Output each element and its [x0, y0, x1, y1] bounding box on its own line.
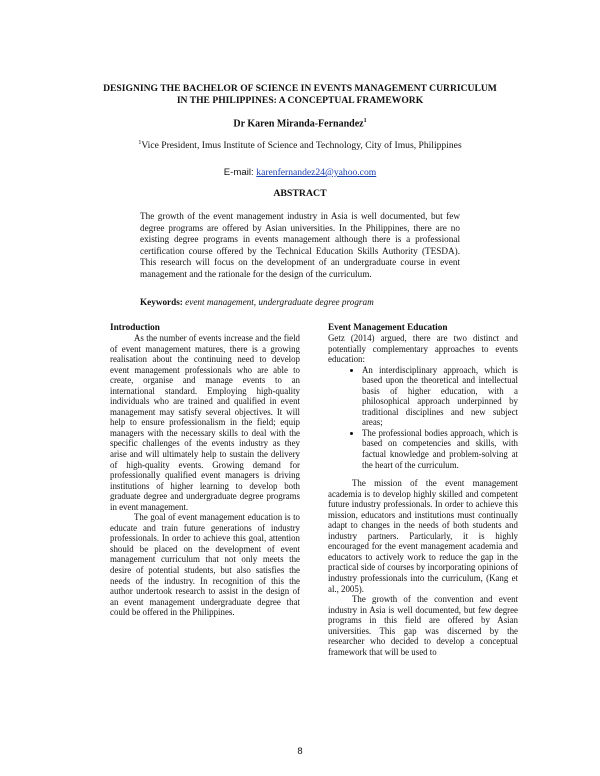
email-line: [0, 167, 600, 178]
education-heading: Event Management Education: [328, 322, 448, 332]
education-paragraph-1: The mission of the event management academia is to develop highly skilled and competent future industry professionals. In order to achieve this mission, educators and institutions must continually adapt to changes in the needs of both students and industry partners. Particularly, it is highly encouraged for the event management academia and educators to actively work to reduce the gap in the practical side of courses by incorporating opinions of industry professionals into the curriculum, (Kang et al., 2005).: [328, 478, 518, 594]
paper-title: [80, 83, 520, 107]
affiliation: [0, 140, 600, 151]
affiliation-text: Vice President, Imus Institute of Science and Technology, City of Imus, Philippines: [141, 140, 462, 152]
approach-list: [328, 365, 518, 470]
email-label: E-mail:: [223, 167, 257, 178]
keywords-label: Keywords:: [140, 297, 183, 307]
list-item: • The professional bodies approach, which is based on competencies and skills, with factual knowledge and problem-solving at the heart of the curriculum.: [362, 428, 518, 470]
right-column: [328, 322, 518, 657]
keywords-text: event management, undergraduate degree program: [182, 297, 374, 307]
author-name-text: Dr Karen Miranda-Fernandez: [233, 118, 364, 130]
affiliation-superscript: 1: [138, 140, 142, 146]
abstract-text: The growth of the event management industry in Asia is well documented, but few degree programs are offered by Asian universities. In the Philippines, there are no existing degree programs in events management although there is a professional certification course offered by the Technical Education Skills Authority (TESDA). This research will focus on the development of an undergraduate course in event management and the rationale for the design of the curriculum.: [140, 211, 460, 279]
email-link[interactable]: karenfernandez24@yahoo.com: [256, 167, 377, 178]
title-line-1: DESIGNING THE BACHELOR OF SCIENCE IN EVENTS MANAGEMENT CURRICULUM: [103, 83, 497, 94]
abstract-heading: ABSTRACT: [273, 188, 327, 199]
list-item: • An interdisciplinary approach, which is based upon the theoretical and intellectual basis of higher education, with a philosophical approach underpinned by traditional disciplines and new subject areas;: [362, 365, 518, 428]
introduction-paragraph-1: As the number of events increase and the field of event management matures, there is a growing realisation about the continuing need to develop event management professionals who are able to create, organise and manage events to an international standard. Employing high-quality individuals who are trained and qualified in event management may satisfy several objectives. It will help to ensure professionalism in the field; equip managers with the necessary skills to deal with the specific challenges of the events industry as they arise and will ultimately help to sustain the delivery of high-quality events. Growing demand for professionally qualified event managers is driving institutions of higher learning to develop both graduate degree and undergraduate degree programs in event management.: [110, 333, 300, 512]
left-column: [110, 322, 300, 618]
keywords-line: [140, 297, 460, 307]
introduction-heading: Introduction: [110, 322, 160, 332]
education-intro: Getz (2014) argued, there are two distinct and potentially complementary approaches to events education:: [328, 333, 518, 365]
title-line-2: IN THE PHILIPPINES: A CONCEPTUAL FRAMEWORK: [176, 95, 424, 106]
page-number: 8: [297, 746, 303, 757]
education-paragraph-2: The growth of the convention and event industry in Asia is well documented, but few degree programs in this field are offered by Asian universities. This gap was discerned by the researcher who decided to develop a conceptual framework that will be used to: [328, 594, 518, 657]
author-superscript: 1: [363, 118, 367, 124]
author-name: [0, 118, 600, 129]
paragraph-gap: [328, 470, 518, 478]
introduction-paragraph-2: The goal of event management education is to educate and train future generations of industry professionals. In order to achieve this goal, attention should be placed on the development of event management curriculum that not only meets the desire of potential students, but also satisfies the needs of the industry. In recognition of this the author undertook research to assist in the design of an event management undergraduate degree that could be offered in the Philippines.: [110, 512, 300, 618]
